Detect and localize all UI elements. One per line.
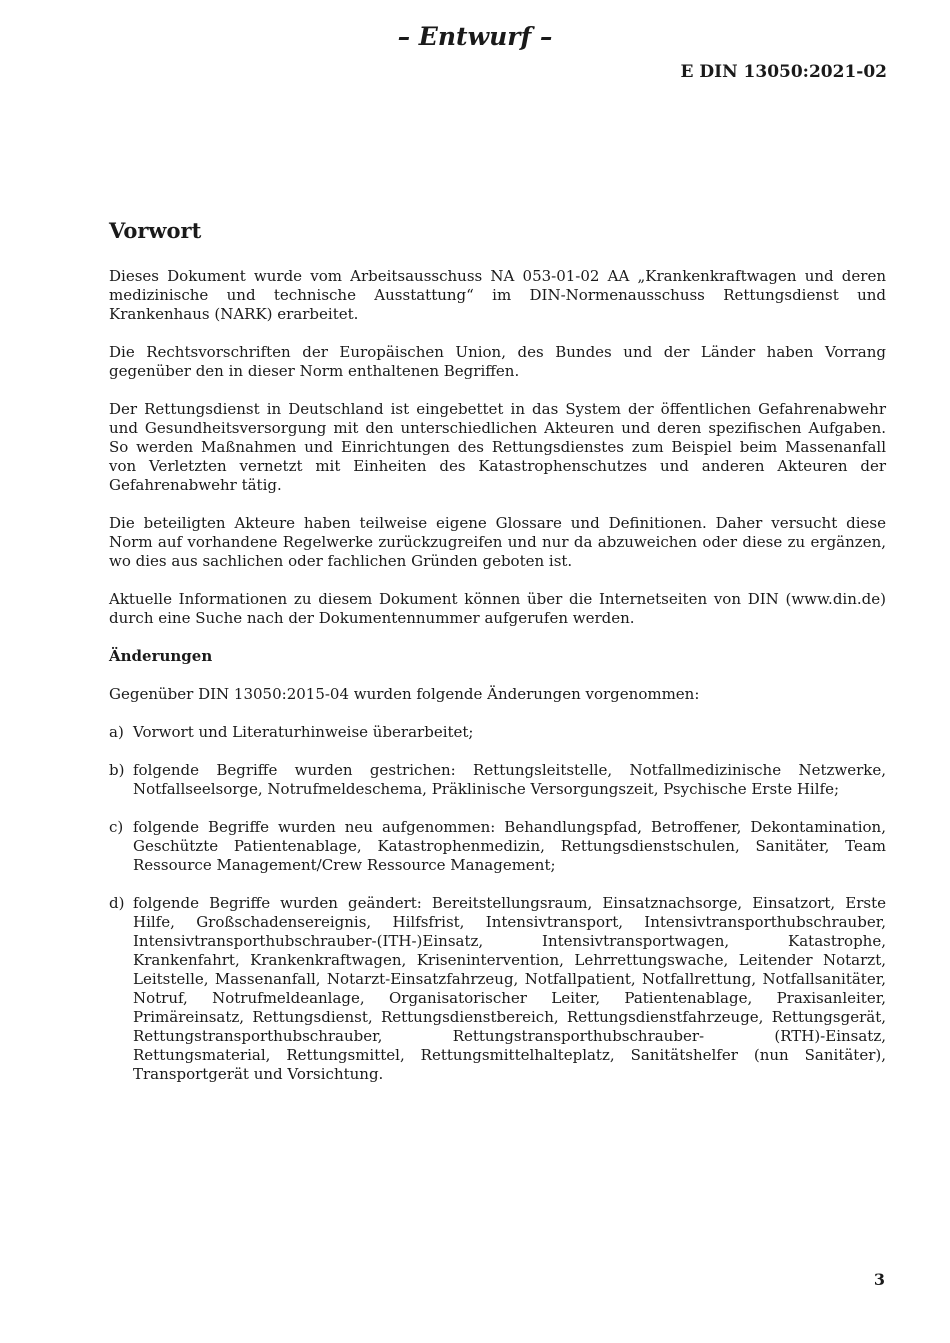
- list-marker: c): [109, 818, 124, 836]
- list-item: [109, 894, 886, 1084]
- changes-intro: Gegenüber DIN 13050:2015-04 wurden folgende Änderungen vorgenommen:: [109, 685, 700, 703]
- foreword-paragraph: Dieses Dokument wurde vom Arbeitsausschuss NA 053-01-02 AA „Krankenkraftwagen und deren medizinische und technische Ausstattung“ im DIN-Normenausschuss Rettungsdienst und Krankenhaus (NARK) erarbeitet.: [109, 267, 886, 323]
- list-item-text: folgende Begriffe wurden neu aufgenommen: Behandlungspfad, Betroffener, Dekontamination, Geschützte Patientenablage, Katastrophenmedizin, Rettungsdienstschulen, Sanitäter, Team Ressource Management/Crew Ressource Management;: [133, 818, 886, 874]
- changes-title: Änderungen: [109, 647, 213, 665]
- foreword-paragraph: Der Rettungsdienst in Deutschland ist eingebettet in das System der öffentlichen Gefahrenabwehr und Gesundheitsversorgung mit den unterschiedlichen Akteuren und deren spezifischen Aufgaben. So werden Maßnahmen und Einrichtungen des Rettungsdienstes zum Beispiel beim Massenanfall von Verletzten vernetzt mit Einheiten des Katastrophenschutzes und anderen Akteuren der Gefahrenabwehr tätig.: [109, 400, 886, 494]
- foreword-title: Vorwort: [109, 218, 202, 243]
- list-marker: d): [109, 894, 125, 912]
- foreword-paragraph: Die Rechtsvorschriften der Europäischen Union, des Bundes und der Länder haben Vorrang gegenüber den in dieser Norm enthaltenen Begriffen.: [109, 343, 886, 380]
- document-number: E DIN 13050:2021-02: [680, 62, 887, 82]
- list-item: [109, 761, 886, 799]
- page-content: [109, 216, 886, 1103]
- list-marker: a): [109, 723, 124, 741]
- list-item: [109, 818, 886, 875]
- list-item-text: folgende Begriffe wurden gestrichen: Rettungsleitstelle, Notfallmedizinische Netzwerke, Notfallseelsorge, Notrufmeldeschema, Präklinische Versorgungszeit, Psychische Erste Hilfe;: [133, 761, 886, 798]
- list-item-text: Vorwort und Literaturhinweise überarbeitet;: [133, 723, 474, 741]
- draft-label: – Entwurf –: [397, 22, 553, 51]
- foreword-paragraph: Die beteiligten Akteure haben teilweise eigene Glossare und Definitionen. Daher versucht diese Norm auf vorhandene Regelwerke zurückzugreifen und nur da abzuweichen oder diese zu ergänzen, wo dies aus sachlichen oder fachlichen Gründen geboten ist.: [109, 514, 886, 570]
- list-item-text: folgende Begriffe wurden geändert: Bereitstellungsraum, Einsatznachsorge, Einsatzort, Erste Hilfe, Großschadensereignis, Hilfsfrist, Intensivtransport, Intensivtransporthubschrauber, Intensivtransporthubschrauber-(ITH-)Einsatz, Intensivtransportwagen, Katastrophe, Krankenfahrt, Krankenkraftwagen, Krisenintervention, Lehrrettungswache, Leitender Notarzt, Leitstelle, Massenanfall, Notarzt-Einsatzfahrzeug, Notfallpatient, Notfallrettung, Notfallsanitäter, Notruf, Notrufmeldeanlage, Organisatorischer Leiter, Patientenablage, Praxisanleiter, Primäreinsatz, Rettungsdienst, Rettungsdienstbereich, Rettungsdienstfahrzeuge, Rettungsgerät, Rettungstransporthubschrauber, Rettungstransporthubschrauber- (RTH)-Einsatz, Rettungsmaterial, Rettungsmittel, Rettungsmittelhalteplatz, Sanitätshelfer (nun Sanitäter), Transportgerät und Vorsichtung.: [133, 894, 886, 1083]
- foreword-paragraph: Aktuelle Informationen zu diesem Dokument können über die Internetseiten von DIN (www.din.de) durch eine Suche nach der Dokumentennummer aufgerufen werden.: [109, 590, 886, 627]
- page-number: 3: [873, 1270, 885, 1289]
- list-marker: b): [109, 761, 125, 779]
- list-item: [109, 723, 886, 742]
